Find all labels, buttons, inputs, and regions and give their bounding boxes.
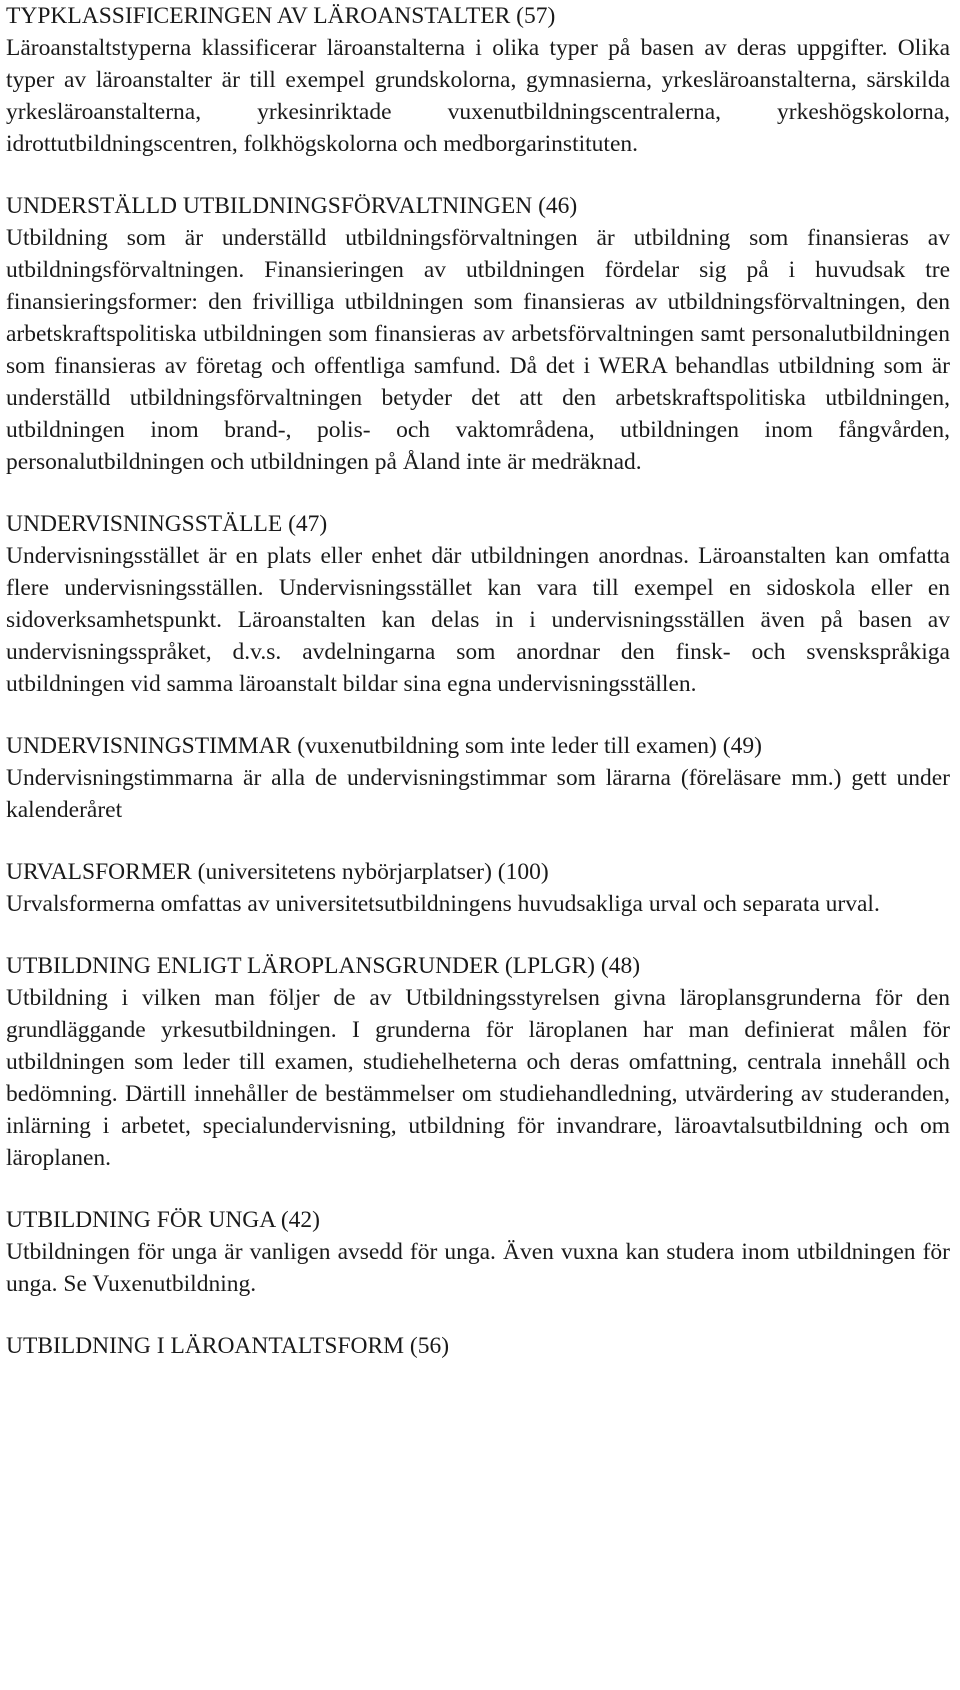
entry-definition: Undervisningsstället är en plats eller enhet där utbildningen anordnas. Läroanstalten kan omfatta flere undervisningsställen. Undervisningsstället kan vara till exempel en sidoskola eller en sidoverksamhetspunkt. Läroanstalten kan delas in i undervisningsställen även på basen av undervisningsspråket, d.v.s. avdelningarna som anordnar den finsk- och svenskspråkiga utbildningen vid samma läroanstalt bildar sina egna undervisningsställen. <box>6 543 950 697</box>
glossary-entry-underställd-utbildningsförvaltningen <box>6 190 950 478</box>
glossary-entry-undervisningstimmar <box>6 730 950 826</box>
glossary-entry-urvalsformer <box>6 856 950 920</box>
entry-term: UTBILDNING FÖR UNGA (42) <box>6 1207 320 1233</box>
glossary-entry-typklassificeringen <box>6 0 950 160</box>
entry-term: URVALSFORMER (universitetens nybörjarplatser) (100) <box>6 859 549 885</box>
entry-term: UTBILDNING I LÄROANTALTSFORM (56) <box>6 1333 450 1359</box>
entry-definition: Utbildning i vilken man följer de av Utbildningsstyrelsen givna läroplansgrunderna för den grundläggande yrkesutbildningen. I grunderna för läroplanen har man definierat målen för utbildningen som leder till examen, studiehelheterna och deras omfattning, centrala innehåll och bedömning. Därtill innehåller de bestämmelser om studiehandledning, utvärdering av studeranden, inlärning i arbetet, specialundervisning, utbildning för invandrare, läroavtalsutbildning och om läroplanen. <box>6 985 950 1171</box>
entry-definition: Undervisningstimmarna är alla de undervisningstimmar som lärarna (föreläsare mm.) gett under kalenderåret <box>6 765 950 823</box>
entry-definition: Utbildning som är underställd utbildningsförvaltningen är utbildning som finansieras av utbildningsförvaltningen. Finansieringen av utbildningen fördelar sig på i huvudsak tre finansieringsformer: den frivilliga utbildningen som finansieras av utbildningsförvaltningen, den arbetskraftspolitiska utbildningen som finansieras av arbetsförvaltningen samt personalutbildningen som finansieras av företag och offentliga samfund. Då det i WERA behandlas utbildning som är underställd utbildningsförvaltningen betyder det att den arbetskraftspolitiska utbildningen, utbildningen inom brand-, polis- och vaktområdena, utbildningen inom fångvården, personalutbildningen och utbildningen på Åland inte är medräknad. <box>6 225 950 475</box>
glossary-entry-utbildning-enligt-läroplansgrunder <box>6 950 950 1174</box>
entry-definition: Utbildningen för unga är vanligen avsedd för unga. Även vuxna kan studera inom utbildningen för unga. Se Vuxenutbildning. <box>6 1239 950 1297</box>
entry-term: UNDERVISNINGSTIMMAR (vuxenutbildning som inte leder till examen) (49) <box>6 733 762 759</box>
glossary-entry-utbildning-i-läroantaltsform <box>6 1330 950 1362</box>
entry-term: TYPKLASSIFICERINGEN AV LÄROANSTALTER (57) <box>6 3 556 29</box>
entry-term: UNDERSTÄLLD UTBILDNINGSFÖRVALTNINGEN (46) <box>6 193 578 219</box>
glossary-entry-undervisningsställe <box>6 508 950 700</box>
entry-term: UTBILDNING ENLIGT LÄROPLANSGRUNDER (LPLGR) (48) <box>6 953 641 979</box>
glossary-entry-utbildning-för-unga <box>6 1204 950 1300</box>
entry-definition: Läroanstaltstyperna klassificerar läroanstalterna i olika typer på basen av deras uppgifter. Olika typer av läroanstalter är till exempel grundskolorna, gymnasierna, yrkesläroanstalterna, särskilda yrkesläroanstalterna, yrkesinriktade vuxenutbildningscentralerna, yrkeshögskolorna, idrottutbildningscentren, folkhögskolorna och medborgarinstituten. <box>6 35 950 157</box>
entry-definition: Urvalsformerna omfattas av universitetsutbildningens huvudsakliga urval och separata urval. <box>6 891 880 917</box>
entry-term: UNDERVISNINGSSTÄLLE (47) <box>6 511 328 537</box>
